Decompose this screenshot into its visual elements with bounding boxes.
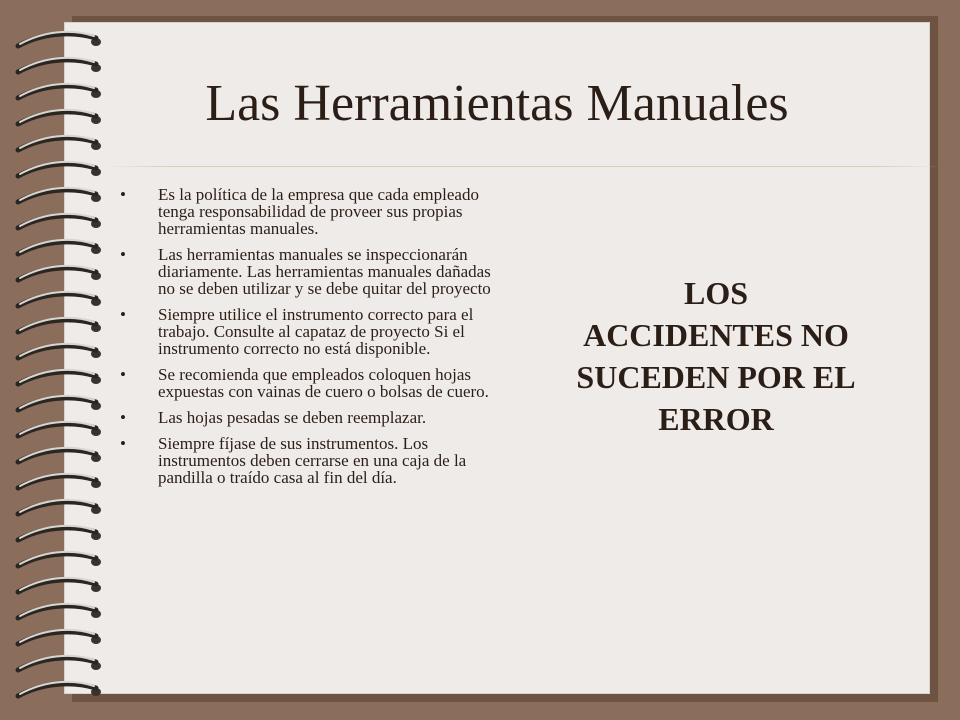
bullet-dot: • [120, 434, 126, 453]
spiral-coil [18, 32, 101, 46]
bullet-dot: • [120, 305, 126, 324]
list-item [116, 409, 506, 426]
spiral-coil [18, 448, 101, 462]
bullet-list [116, 186, 506, 495]
callout-line: LOS [683, 275, 749, 311]
spiral-coil [18, 682, 101, 696]
callout-line: SUCEDEN POR EL [576, 359, 856, 395]
bullet-dot: • [120, 185, 126, 204]
spiral-coil [18, 318, 101, 332]
bullet-text: Las herramientas manuales se inspeccionarán diariamente. Las herramientas manuales dañadas no se deben utilizar y se debe quitar del proyecto [158, 245, 491, 298]
list-item [116, 435, 506, 486]
spiral-coil [18, 370, 101, 384]
spiral-coil [18, 162, 101, 176]
spiral-coil [18, 240, 101, 254]
spiral-coil [18, 188, 101, 202]
spiral-coil [18, 474, 101, 488]
safety-callout [526, 272, 906, 440]
page-title: Las Herramientas Manuales [205, 75, 789, 132]
bullet-text: Es la política de la empresa que cada empleado tenga responsabilidad de proveer sus propias herramientas manuales. [158, 185, 479, 238]
spiral-coil [18, 500, 101, 514]
bullet-text: Las hojas pesadas se deben reemplazar. [158, 408, 427, 427]
spiral-coil [18, 526, 101, 540]
title-divider [104, 166, 940, 167]
spiral-coil [18, 214, 101, 228]
spiral-coil [18, 630, 101, 644]
spiral-coil [18, 578, 101, 592]
spiral-coil [18, 656, 101, 670]
list-item [116, 366, 506, 400]
spiral-coil [18, 396, 101, 410]
spiral-coil [18, 552, 101, 566]
spiral-coil [18, 422, 101, 436]
bullet-dot: • [120, 245, 126, 264]
bullet-text: Siempre fíjase de sus instrumentos. Los instrumentos deben cerrarse en una caja de la pandilla o traído casa al fin del día. [158, 434, 467, 487]
bullet-text: Se recomienda que empleados coloquen hojas expuestas con vainas de cuero o bolsas de cuero. [158, 365, 489, 401]
list-item [116, 306, 506, 357]
callout-line: ACCIDENTES NO [583, 317, 849, 353]
spiral-coil [18, 292, 101, 306]
callout-line: ERROR [658, 401, 774, 437]
list-item [116, 186, 506, 237]
bullet-dot: • [120, 365, 126, 384]
bullet-text: Siempre utilice el instrumento correcto para el trabajo. Consulte al capataz de proyecto Si el instrumento correcto no está disponible. [158, 305, 474, 358]
bullet-dot: • [120, 408, 126, 427]
spiral-coil [18, 266, 101, 280]
spiral-coil [18, 344, 101, 358]
spiral-coil [18, 604, 101, 618]
list-item [116, 246, 506, 297]
